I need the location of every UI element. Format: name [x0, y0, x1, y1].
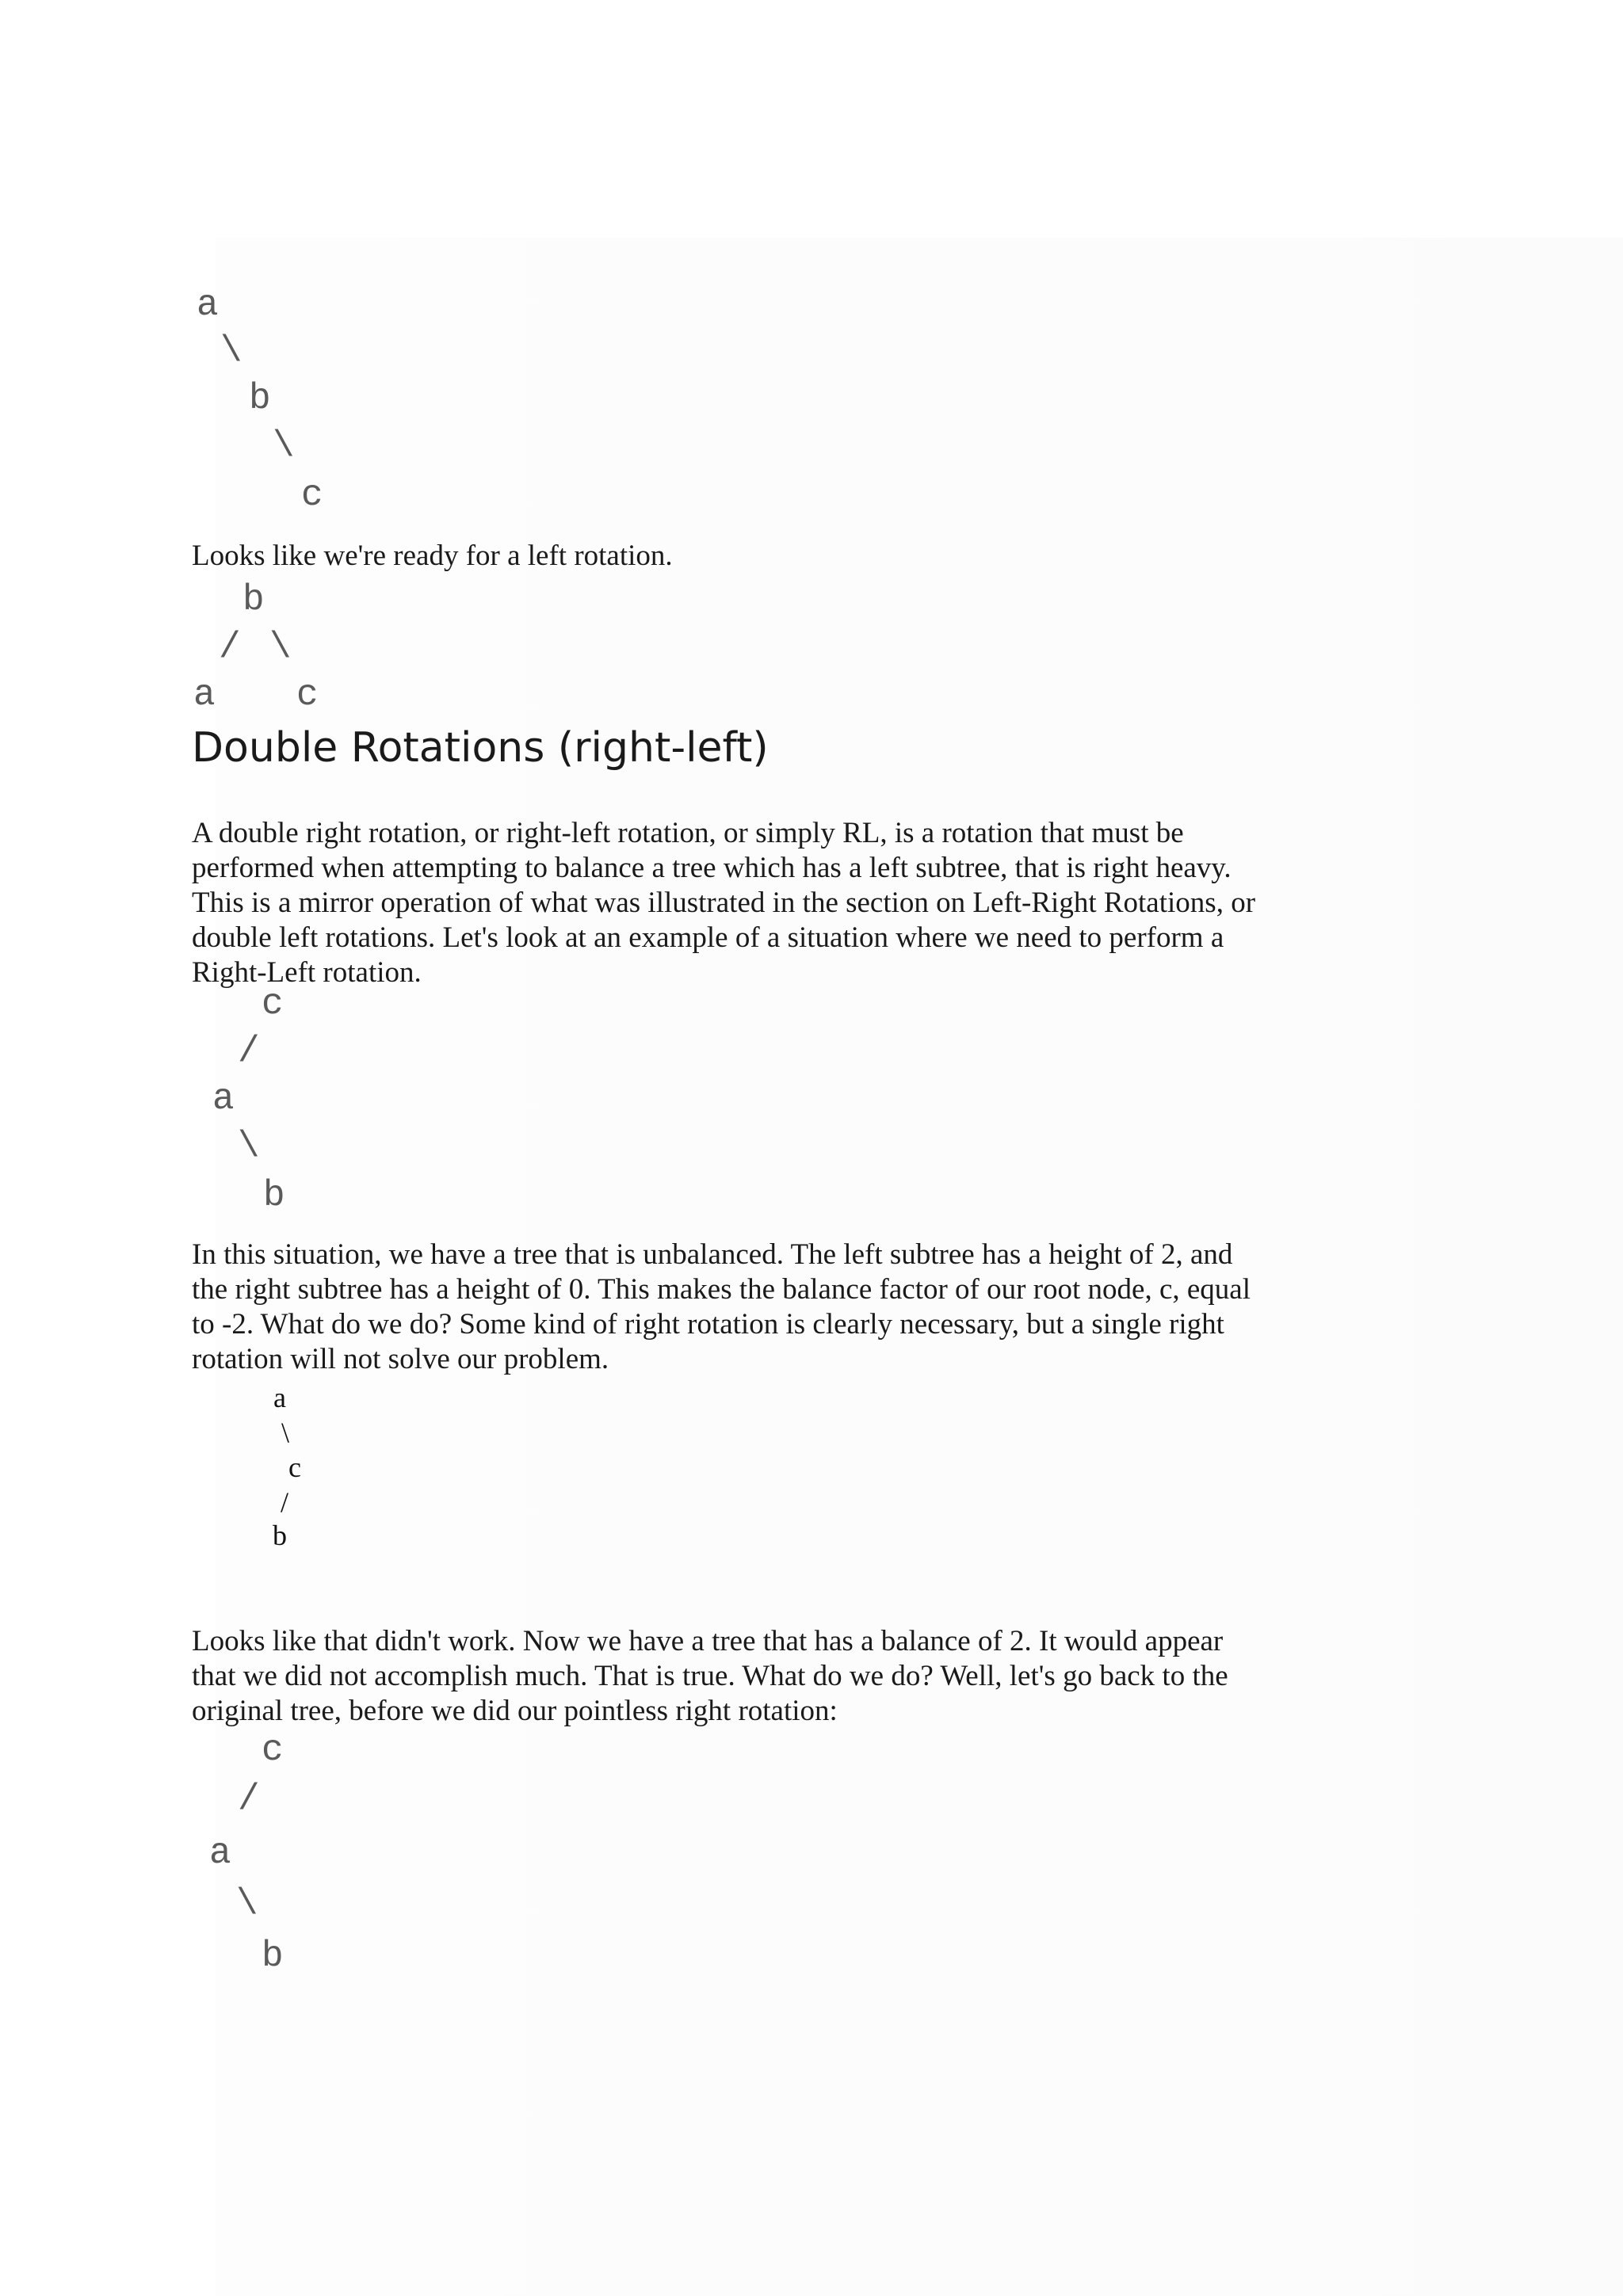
- text-line: double left rotations. Let's look at an example of a situation where we need to perform a: [192, 921, 1224, 954]
- tree-edge: \: [236, 1883, 258, 1924]
- tree-node-a: a: [273, 1382, 286, 1413]
- tree-edge: /: [238, 1031, 260, 1072]
- tree-node-b: b: [242, 579, 265, 620]
- text-line: In this situation, we have a tree that is unbalanced. The left subtree has a height of 2, and: [192, 1238, 1233, 1271]
- paragraph-left-rotation: Looks like we're ready for a left rotation.: [192, 540, 673, 572]
- tree-node-c: c: [301, 475, 323, 516]
- tree-node-a: a: [197, 284, 219, 326]
- text-line: the right subtree has a height of 0. This makes the balance factor of our root node, c, equal: [192, 1273, 1251, 1306]
- tree-node-c: c: [262, 1730, 284, 1771]
- text-line: performed when attempting to balance a tree which has a left subtree, that is right heavy.: [192, 852, 1232, 884]
- tree-edge: \: [238, 1126, 260, 1167]
- tree-node-c: c: [296, 674, 319, 715]
- text-line: A double right rotation, or right-left rotation, or simply RL, is a rotation that must be: [192, 817, 1184, 849]
- tree-edge: /: [219, 627, 241, 668]
- tree-node-a: a: [212, 1078, 235, 1119]
- text-line: that we did not accomplish much. That is true. What do we do? Well, let's go back to the: [192, 1660, 1228, 1692]
- tree-edge: \: [269, 627, 292, 668]
- tree-edge: \: [281, 1417, 290, 1448]
- text-line: to -2. What do we do? Some kind of right rotation is clearly necessary, but a single right: [192, 1308, 1224, 1341]
- text-line: original tree, before we did our pointless right rotation:: [192, 1695, 838, 1727]
- tree-node-c: c: [288, 1451, 301, 1483]
- tree-node-b: b: [262, 1936, 284, 1977]
- tree-node-b: b: [263, 1175, 285, 1216]
- tree-node-a: a: [193, 674, 216, 715]
- tree-edge: /: [238, 1779, 260, 1820]
- section-heading: Double Rotations (right-left): [192, 724, 769, 772]
- tree-edge: \: [273, 425, 295, 467]
- text-line: Looks like that didn't work. Now we have a tree that has a balance of 2. It would appear: [192, 1625, 1224, 1657]
- text-line: This is a mirror operation of what was illustrated in the section on Left-Right Rotations, or: [192, 887, 1256, 919]
- tree-node-b: b: [273, 1520, 287, 1551]
- text-line: rotation will not solve our problem.: [192, 1343, 609, 1375]
- tree-node-a: a: [209, 1833, 231, 1874]
- tree-node-b: b: [249, 378, 271, 419]
- tree-edge: /: [281, 1486, 289, 1518]
- tree-node-c: c: [262, 983, 284, 1024]
- text-line: Right-Left rotation.: [192, 956, 422, 989]
- tree-edge: \: [220, 330, 242, 372]
